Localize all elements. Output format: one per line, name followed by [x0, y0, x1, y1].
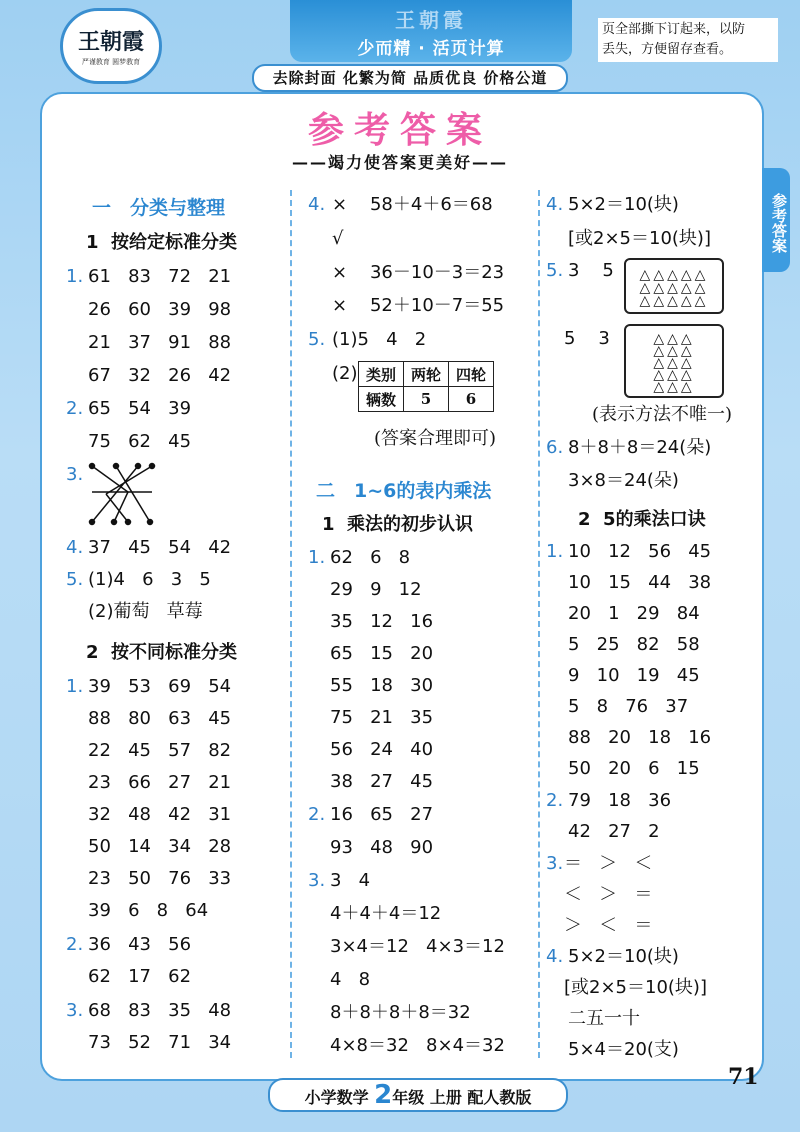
answer-line: 23 50 76 33	[88, 868, 232, 889]
answer-line: 8＋8＋8＝24(朵)	[568, 437, 712, 458]
answer-line: 62 6 8	[330, 547, 411, 568]
triangle-icon: △	[653, 367, 668, 383]
q-number: 1.	[546, 541, 564, 562]
triangle-row	[626, 294, 722, 308]
answer-line: 5×4＝20(支)	[568, 1039, 679, 1060]
answer-line: 50 14 34 28	[88, 836, 232, 857]
logo-text: 王朝霞	[77, 29, 144, 55]
triangle-icon: △	[694, 293, 709, 309]
page-number: 71	[728, 1064, 759, 1090]
triangle-icon: △	[680, 293, 695, 309]
q-number: 4.	[308, 194, 326, 215]
triangle-icon: △	[694, 267, 709, 283]
triangle-icon: △	[667, 280, 681, 296]
triangle-icon: △	[680, 355, 695, 371]
q-number: 3.	[66, 464, 84, 485]
answer-line: 37 45 54 42	[88, 537, 232, 558]
triangle-icon: △	[653, 267, 668, 283]
triangle-box-columns	[624, 324, 724, 398]
answer-line: 10 15 44 38	[568, 572, 712, 593]
answer-line: 88 20 18 16	[568, 727, 712, 748]
answer-line: 20 1 29 84	[568, 603, 700, 624]
q-number: 4.	[546, 194, 564, 215]
page-subtitle: ——竭力使答案更美好——	[291, 153, 508, 172]
answer-line: √	[332, 228, 344, 249]
triangle-icon: △	[653, 379, 668, 395]
q-number: 2.	[66, 934, 84, 955]
answer-line: ＜ ＞ ＝	[564, 884, 653, 905]
q-number: 1.	[66, 676, 84, 697]
answer-line: 5 8 76 37	[568, 696, 689, 717]
triangle-icon: △	[667, 267, 681, 283]
answer-line: ＞ ＜ ＝	[564, 915, 653, 936]
answer-line: 42 27 2	[568, 821, 660, 842]
triangle-icon: △	[680, 367, 695, 383]
answer-line: 65 15 20	[330, 643, 434, 664]
triangle-icon: △	[667, 367, 681, 383]
triangle-icon: △	[680, 331, 695, 347]
table-header-cell: 类别	[359, 362, 404, 387]
answer-line: 4 8	[330, 969, 371, 990]
notice-line-1: 页全部撕下订起来，以防	[602, 22, 746, 37]
answer-line: 36 43 56	[88, 934, 192, 955]
answer-line: 32 48 42 31	[88, 804, 232, 825]
answer-line: 5×2＝10(块)	[568, 946, 679, 967]
answer-line: 75 21 35	[330, 707, 434, 728]
answer-line: 二五一十	[568, 1008, 640, 1029]
q-number: 4.	[546, 946, 564, 967]
vehicle-count-table	[358, 361, 494, 412]
answer-line: (2)	[332, 363, 358, 384]
triangle-icon: △	[667, 343, 681, 359]
logo-subtext: 严谨教育 圆梦教育	[81, 58, 141, 66]
answer-line: 29 9 12	[330, 579, 422, 600]
table-cell: 5	[404, 387, 449, 412]
triangle-icon: △	[667, 379, 681, 395]
table-header-cell: 两轮	[404, 362, 449, 387]
triangle-icon: △	[667, 331, 681, 347]
answer-line: 38 27 45	[330, 771, 434, 792]
answer-line: 35 12 16	[330, 611, 434, 632]
answer-line: × 58＋4＋6＝68	[332, 194, 493, 215]
book-info-footer	[268, 1078, 568, 1112]
triangle-icon: △	[639, 267, 654, 283]
chapter-1-title: 一 分类与整理	[92, 197, 226, 219]
answer-line: 23 66 27 21	[88, 772, 232, 793]
q-number: 3.	[308, 870, 326, 891]
answer-line: 5 25 82 58	[568, 634, 700, 655]
answer-line: 62 17 62	[88, 966, 192, 987]
answer-line: 55 18 30	[330, 675, 434, 696]
triangle-icon: △	[667, 355, 681, 371]
q-number: 2.	[66, 398, 84, 419]
q-number: 3.	[66, 1000, 84, 1021]
answer-line: 79 18 36	[568, 790, 672, 811]
triangle-icon: △	[653, 280, 668, 296]
answer-line: × 52＋10－7＝55	[332, 295, 505, 316]
answer-line: 26 60 39 98	[88, 299, 232, 320]
brand-logo	[60, 8, 162, 84]
footer-grade-number: 2	[374, 1080, 393, 1110]
answer-line: 5×2＝10(块)	[568, 194, 679, 215]
tear-notice	[598, 18, 778, 62]
answer-line: 67 32 26 42	[88, 365, 232, 386]
answer-line: 10 12 56 45	[568, 541, 712, 562]
unit-1-2-title: 2 按不同标准分类	[86, 642, 238, 663]
answer-line: 39 6 8 64	[88, 900, 209, 921]
answer-line: 4×8＝32 8×4＝32	[330, 1035, 505, 1056]
quality-slogan: 去除封面 化繁为简 品质优良 价格公道	[252, 64, 568, 92]
footer-grade: 年级 上册 配人教版	[392, 1088, 532, 1107]
q-number: 6.	[546, 437, 564, 458]
triangle-icon: △	[680, 280, 695, 296]
answer-line: [或2×5＝10(块)]	[568, 228, 711, 249]
triangle-icon: △	[667, 293, 681, 309]
triangle-icon: △	[653, 293, 668, 309]
triangle-icon: △	[639, 293, 654, 309]
answer-line: [或2×5＝10(块)]	[564, 977, 707, 998]
q-number: 1.	[308, 547, 326, 568]
triangle-icon: △	[653, 331, 668, 347]
unit-2-2-title: 2 5的乘法口诀	[578, 509, 706, 530]
answer-line: (1)5 4 2	[332, 329, 427, 350]
answer-line: 65 54 39	[88, 398, 192, 419]
triangle-row	[626, 380, 722, 394]
answer-line: (2)葡萄 草莓	[88, 601, 203, 622]
q-number: 5.	[308, 329, 326, 350]
answer-line: 16 65 27	[330, 804, 434, 825]
q-number: 2.	[308, 804, 326, 825]
q-number: 2.	[546, 790, 564, 811]
unit-1-1-title: 1 按给定标准分类	[86, 232, 238, 253]
answer-line: (1)4 6 3 5	[88, 569, 211, 590]
answer-note: (表示方法不唯一)	[592, 404, 733, 425]
page-title: 参考答案	[307, 110, 492, 151]
answer-line: 88 80 63 45	[88, 708, 232, 729]
q-number: 1.	[66, 266, 84, 287]
header-banner	[290, 0, 572, 62]
answer-line: × 36－10－3＝23	[332, 262, 505, 283]
q-number: 5.	[546, 260, 564, 281]
answer-line: 3 5	[568, 260, 614, 281]
answer-line: 39 53 69 54	[88, 676, 232, 697]
table-cell: 6	[449, 387, 494, 412]
answer-line: 75 62 45	[88, 431, 192, 452]
answer-line: 21 37 91 88	[88, 332, 232, 353]
q-number: 3.	[546, 853, 564, 874]
unit-2-1-title: 1 乘法的初步认识	[322, 514, 474, 535]
answer-note: (答案合理即可)	[374, 428, 497, 449]
triangle-icon: △	[694, 280, 709, 296]
answer-line: 8＋8＋8＋8＝32	[330, 1002, 471, 1023]
header-slogan: 少而精 · 活页计算	[357, 39, 505, 59]
triangle-icon: △	[653, 355, 668, 371]
chapter-2-title: 二 1~6的表内乘法	[316, 480, 492, 502]
footer-subject: 小学数学	[304, 1088, 375, 1107]
answer-line: 4＋4＋4＝12	[330, 903, 442, 924]
table-header-cell: 四轮	[449, 362, 494, 387]
answer-line: 73 52 71 34	[88, 1032, 232, 1053]
triangle-icon: △	[653, 343, 668, 359]
q-number: 4.	[66, 537, 84, 558]
answer-line: 50 20 6 15	[568, 758, 700, 779]
triangle-icon: △	[680, 379, 695, 395]
triangle-icon: △	[680, 343, 695, 359]
answer-line: 22 45 57 82	[88, 740, 232, 761]
answer-line: 93 48 90	[330, 837, 434, 858]
answer-line: 3×8＝24(朵)	[568, 470, 679, 491]
triangle-icon: △	[680, 267, 695, 283]
answer-line: 3×4＝12 4×3＝12	[330, 936, 505, 957]
answer-line: 3 4	[330, 870, 371, 891]
answer-line: 5 3	[564, 328, 610, 349]
answer-line: ＝ ＞ ＜	[564, 853, 653, 874]
answer-line: 56 24 40	[330, 739, 434, 760]
triangle-box-rows	[624, 258, 724, 314]
triangle-icon: △	[639, 280, 654, 296]
q-number: 5.	[66, 569, 84, 590]
column-divider-2	[538, 190, 540, 1058]
column-divider-1	[290, 190, 292, 1058]
answers-side-tab: 参考答案	[762, 168, 790, 272]
answer-line: 9 10 19 45	[568, 665, 700, 686]
answer-line: 61 83 72 21	[88, 266, 232, 287]
table-cell: 辆数	[359, 387, 404, 412]
header-top-text: 王朝霞	[395, 8, 467, 32]
matching-lines-diagram	[86, 460, 156, 526]
answer-line: 68 83 35 48	[88, 1000, 232, 1021]
notice-line-2: 丢失，方便留存查看。	[602, 42, 733, 57]
